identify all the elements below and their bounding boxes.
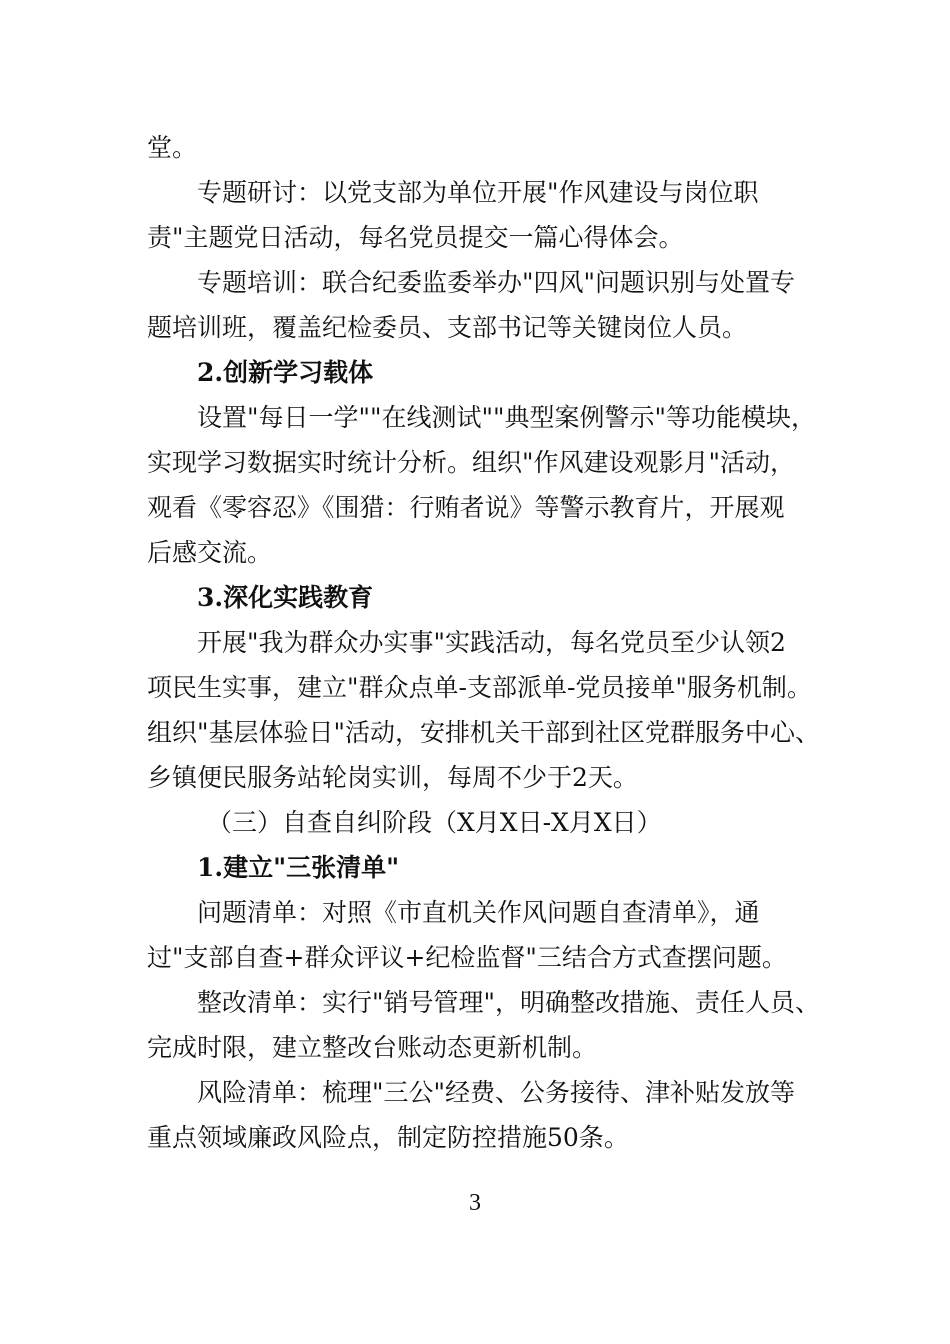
text-line: 项民生实事，建立"群众点单-支部派单-党员接单"服务机制。 — [147, 673, 812, 702]
text-line: 责"主题党日活动，每名党员提交一篇心得体会。 — [147, 223, 684, 252]
text-line: 专题培训：联合纪委监委举办"四风"问题识别与处置专 — [197, 268, 796, 297]
text-line: 观看《零容忍》《围猎：行贿者说》等警示教育片，开展观 — [147, 493, 785, 522]
section-heading: （三）自查自纠阶段（X月X日-X月X日） — [207, 808, 662, 837]
subsection-heading: 3.深化实践教育 — [197, 583, 374, 612]
text-line: 完成时限，建立整改台账动态更新机制。 — [147, 1033, 598, 1062]
text-line: 实现学习数据实时统计分析。组织"作风建设观影月"活动， — [147, 448, 796, 477]
text-line: 开展"我为群众办实事"实践活动，每名党员至少认领2 — [197, 628, 786, 657]
text-line: 堂。 — [147, 133, 198, 162]
text-line: 设置"每日一学""在线测试""典型案例警示"等功能模块， — [197, 403, 816, 432]
text-line: 重点领域廉政风险点，制定防控措施50条。 — [147, 1123, 629, 1152]
text-line: 组织"基层体验日"活动，安排机关干部到社区党群服务中心、 — [147, 718, 821, 747]
text-line: 乡镇便民服务站轮岗实训，每周不少于2天。 — [147, 763, 638, 792]
page-number: 3 — [469, 1190, 481, 1216]
text-line: 后感交流。 — [147, 538, 273, 567]
subsection-heading: 2.创新学习载体 — [197, 358, 374, 387]
text-line: 过"支部自查+群众评议+纪检监督"三结合方式查摆问题。 — [147, 943, 787, 972]
text-line: 题培训班，覆盖纪检委员、支部书记等关键岗位人员。 — [147, 313, 748, 342]
text-line: 风险清单：梳理"三公"经费、公务接待、津补贴发放等 — [197, 1078, 796, 1107]
text-line: 整改清单：实行"销号管理"，明确整改措施、责任人员、 — [197, 988, 821, 1017]
subsection-heading: 1.建立"三张清单" — [197, 853, 400, 882]
text-line: 专题研讨：以党支部为单位开展"作风建设与岗位职 — [197, 178, 759, 207]
text-line: 问题清单：对照《市直机关作风问题自查清单》，通 — [197, 898, 760, 927]
